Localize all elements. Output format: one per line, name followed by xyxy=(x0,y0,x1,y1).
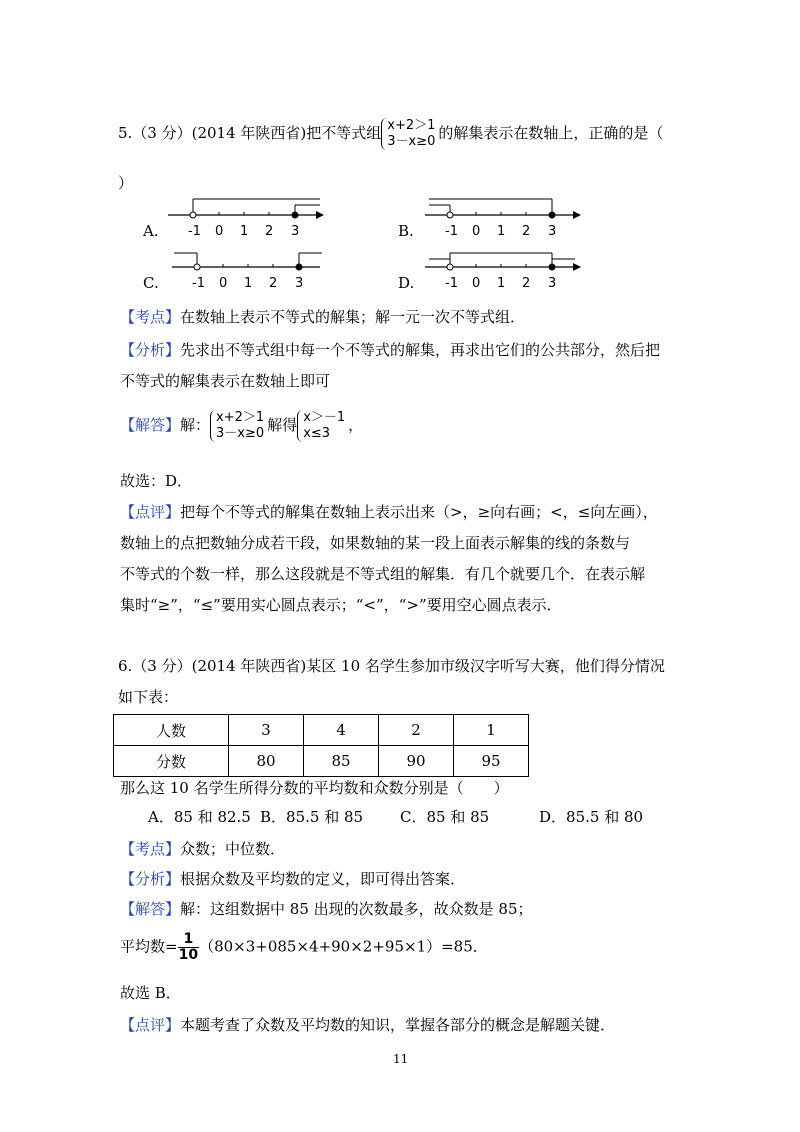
q5-system xyxy=(381,118,438,150)
q6-stem2: 如下表： xyxy=(118,688,179,706)
q5-jieda-sys2-line2: x≤3 xyxy=(303,426,331,441)
jieda-tag: 【解答】 xyxy=(120,900,181,918)
table-cell: 4 xyxy=(304,715,379,746)
q6-option-a: A．85 和 82.5 xyxy=(148,808,251,826)
tick-label: 3 xyxy=(291,224,300,239)
tick-label: -1 xyxy=(188,224,201,239)
q5-jieda-sys1-line1: x+2＞1 xyxy=(216,410,265,425)
kaodian-tag: 【考点】 xyxy=(120,840,181,858)
q5-guxuan: 故选：D． xyxy=(120,472,193,490)
q6-option-b: B．85.5 和 85 xyxy=(260,808,364,826)
q5-dianping-text4: 集时“≥”，“≤”要用实心圆点表示；“<”，“>”要用空心圆点表示． xyxy=(120,596,562,614)
dianping-tag: 【点评】 xyxy=(120,503,181,521)
q5-fenxi xyxy=(120,339,660,360)
q6-frac-numerator: 1 xyxy=(178,932,199,948)
tick-label: 1 xyxy=(240,224,249,239)
tick-label: 3 xyxy=(548,276,557,291)
table-row xyxy=(114,746,529,777)
fenxi-tag: 【分析】 xyxy=(120,870,181,888)
q6-fenxi xyxy=(120,868,465,889)
q5-stem-close: ） xyxy=(118,174,134,192)
q5-option-d-numberline xyxy=(425,245,585,295)
q5-option-d-letter: D. xyxy=(398,274,415,292)
dianping-tag: 【点评】 xyxy=(120,1016,181,1034)
q5-fenxi-text1: 先求出不等式组中每一个不等式的解集，再求出它们的公共部分，然后把 xyxy=(180,341,661,359)
q6-fenxi-text: 根据众数及平均数的定义，即可得出答案． xyxy=(180,870,466,888)
q5-jieda-system1 xyxy=(210,410,267,442)
q6-dianping xyxy=(120,1014,615,1035)
tick-label: 1 xyxy=(497,224,506,239)
q6-option-d: D．85.5 和 80 xyxy=(539,808,644,826)
tick-label: 2 xyxy=(269,276,278,291)
q6-average xyxy=(120,932,488,963)
q6-option-c: C．85 和 85 xyxy=(400,808,490,826)
q5-stem-prefix: 5.（3 分）(2014 年陕西省)把不等式组 xyxy=(118,124,382,142)
q5-jieda xyxy=(120,410,363,442)
q6-question: 那么这 10 名学生所得分数的平均数和众数分别是（ ） xyxy=(120,779,509,797)
jieda-tag: 【解答】 xyxy=(120,416,181,434)
q6-frac-denominator: 10 xyxy=(178,947,199,963)
q6-jieda-text: 解：这组数据中 85 出现的次数最多，故众数是 85； xyxy=(180,900,533,918)
table-cell: 90 xyxy=(379,746,454,777)
q5-fenxi-text2: 不等式的解集表示在数轴上即可 xyxy=(120,372,331,390)
q5-sys-line1: x+2＞1 xyxy=(387,118,436,133)
tick-label: 2 xyxy=(522,276,531,291)
tick-label: 3 xyxy=(295,276,304,291)
q6-avg-label: 平均数= xyxy=(120,937,178,956)
q6-dianping-text: 本题考查了众数及平均数的知识，掌握各部分的概念是解题关键． xyxy=(180,1016,616,1034)
q5-dianping-text2: 数轴上的点把数轴分成若干段，如果数轴的某一段上面表示解集的线的条数与 xyxy=(120,534,631,552)
q5-kaodian-text: 在数轴上表示不等式的解集；解一元一次不等式组． xyxy=(180,308,526,326)
tick-label: 1 xyxy=(497,276,506,291)
table-cell: 2 xyxy=(379,715,454,746)
q5-dianping xyxy=(120,501,658,522)
table-row xyxy=(114,715,529,746)
q5-dianping-text3: 不等式的个数一样，那么这段就是不等式组的解集．有几个就要几个．在表示解 xyxy=(120,565,646,583)
tick-label: 0 xyxy=(472,224,481,239)
q5-option-c-numberline xyxy=(172,245,332,295)
q5-sys-line2: 3－x≥0 xyxy=(387,134,436,149)
tick-label: -1 xyxy=(192,276,205,291)
q6-avg-expr: （80×3+085×4+90×2+95×1）=85． xyxy=(199,937,488,956)
tick-label: 3 xyxy=(548,224,557,239)
q5-jieda-sys2-line1: x＞－1 xyxy=(303,410,346,425)
q6-score-table xyxy=(113,714,529,777)
table-cell: 分数 xyxy=(114,746,229,777)
q6-kaodian-text: 众数；中位数． xyxy=(180,840,286,858)
q5-stem xyxy=(118,118,663,150)
tick-label: 0 xyxy=(215,224,224,239)
q5-dianping-text1: 把每个不等式的解集在数轴上表示出来（>，≥向右画；<，≤向左画）， xyxy=(180,503,658,521)
table-cell: 人数 xyxy=(114,715,229,746)
tick-label: -1 xyxy=(445,224,458,239)
q5-jieda-post: ， xyxy=(348,416,364,434)
q6-fraction xyxy=(178,932,199,963)
q5-jieda-system2 xyxy=(297,410,348,442)
q5-option-a-numberline xyxy=(168,193,328,243)
table-cell: 1 xyxy=(454,715,529,746)
table-cell: 80 xyxy=(229,746,304,777)
q5-option-c-letter: C. xyxy=(143,274,159,292)
q6-jieda xyxy=(120,898,533,919)
q6-kaodian xyxy=(120,838,285,859)
q5-kaodian xyxy=(120,306,525,327)
q5-option-b-numberline xyxy=(425,193,585,243)
q6-stem1: 6.（3 分）(2014 年陕西省)某区 10 名学生参加市级汉字听写大赛，他们得分情况 xyxy=(118,657,665,675)
q5-jieda-sys1-line2: 3－x≥0 xyxy=(216,426,265,441)
table-cell: 95 xyxy=(454,746,529,777)
tick-label: 1 xyxy=(244,276,253,291)
q5-stem-suffix: 的解集表示在数轴上，正确的是（ xyxy=(438,124,664,142)
q5-option-b-letter: B. xyxy=(398,222,414,240)
tick-label: 0 xyxy=(219,276,228,291)
tick-label: 2 xyxy=(265,224,274,239)
q5-jieda-pre: 解： xyxy=(180,416,211,434)
tick-label: -1 xyxy=(445,276,458,291)
table-cell: 85 xyxy=(304,746,379,777)
table-cell: 3 xyxy=(229,715,304,746)
q5-option-a-letter: A. xyxy=(143,222,159,240)
kaodian-tag: 【考点】 xyxy=(120,308,181,326)
page-number: 11 xyxy=(393,1052,409,1066)
q5-jieda-mid: 解得 xyxy=(267,416,298,434)
tick-label: 0 xyxy=(472,276,481,291)
q6-guxuan: 故选 B． xyxy=(120,984,181,1002)
fenxi-tag: 【分析】 xyxy=(120,341,181,359)
tick-label: 2 xyxy=(522,224,531,239)
